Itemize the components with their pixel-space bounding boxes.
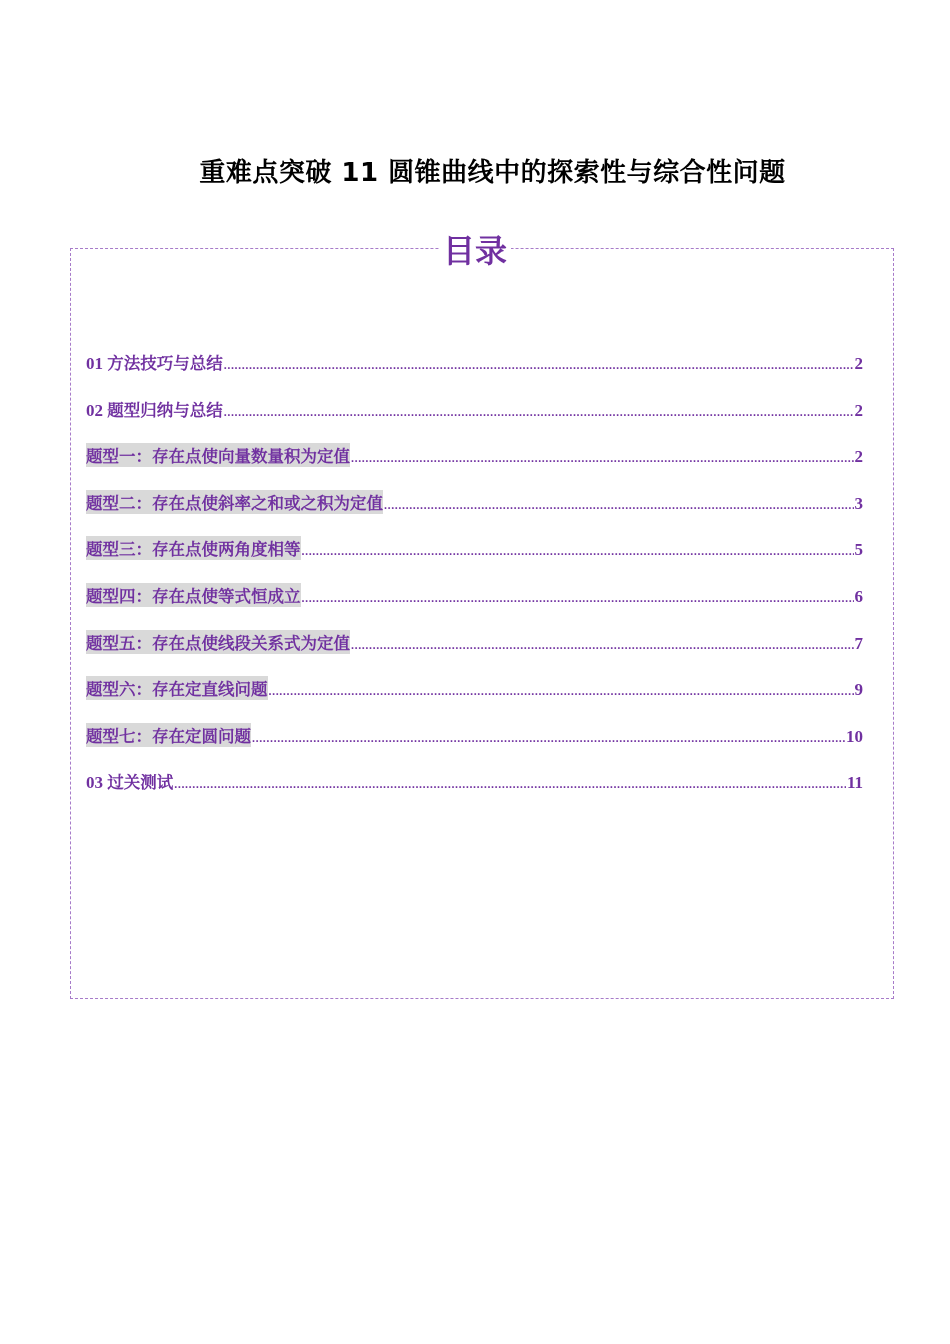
toc-page-number: 6 bbox=[854, 586, 863, 606]
toc-entry-label: 题型五：存在点使线段关系式为定值 bbox=[86, 630, 350, 654]
toc-page-number: 10 bbox=[846, 726, 863, 746]
toc-leader-dots bbox=[351, 639, 854, 651]
toc-entry-tests[interactable] bbox=[86, 769, 863, 816]
toc-entry-text: 题型归纳与总结 bbox=[107, 400, 223, 420]
toc-entry-number: 03 bbox=[86, 773, 108, 793]
toc-entry-label: 题型一：存在点使向量数量积为定值 bbox=[86, 443, 350, 467]
toc-entry-label: 题型二：存在点使斜率之和或之积为定值 bbox=[86, 490, 383, 514]
toc-page-number: 2 bbox=[854, 400, 863, 420]
toc-leader-dots bbox=[224, 359, 854, 371]
toc-page-number: 3 bbox=[854, 493, 863, 513]
toc-entry-types-summary[interactable] bbox=[86, 397, 863, 444]
toc-page-number: 7 bbox=[854, 633, 863, 653]
toc-entry-number: 01 bbox=[86, 354, 108, 373]
toc-leader-dots bbox=[302, 592, 854, 604]
toc-page-number: 5 bbox=[854, 540, 863, 560]
toc-entry-label: 题型四：存在点使等式恒成立 bbox=[86, 583, 301, 607]
toc-entry-type-5[interactable] bbox=[86, 630, 863, 677]
toc-page-number: 9 bbox=[854, 680, 863, 700]
toc-page-number: 11 bbox=[846, 773, 863, 793]
toc-leader-dots bbox=[302, 545, 854, 557]
toc-page-number: 2 bbox=[854, 354, 863, 373]
toc-entry-label bbox=[86, 397, 223, 421]
toc-leader-dots bbox=[252, 732, 845, 744]
toc-page-number: 2 bbox=[854, 447, 863, 467]
toc-leader-dots bbox=[269, 685, 854, 697]
toc-entry-label: 题型七：存在定圆问题 bbox=[86, 723, 251, 747]
toc-entry-label: 题型六：存在定直线问题 bbox=[86, 676, 268, 700]
toc-leader-dots bbox=[384, 499, 854, 511]
toc-leader-dots bbox=[351, 452, 854, 464]
toc-entry-type-4[interactable] bbox=[86, 583, 863, 630]
toc-entry-label bbox=[86, 350, 223, 374]
toc-entry-label: 题型三：存在点使两角度相等 bbox=[86, 536, 301, 560]
page-title: 重难点突破 11 圆锥曲线中的探索性与综合性问题 bbox=[199, 158, 786, 188]
toc-entry-type-7[interactable] bbox=[86, 723, 863, 770]
toc-entry-type-6[interactable] bbox=[86, 676, 863, 723]
toc-entry-type-2[interactable] bbox=[86, 490, 863, 537]
toc-entry-text: 过关测试 bbox=[107, 773, 174, 793]
toc-leader-dots bbox=[224, 406, 854, 418]
toc-leader-dots bbox=[174, 778, 846, 790]
toc-list bbox=[86, 350, 863, 816]
toc-entry-methods[interactable] bbox=[86, 350, 863, 397]
toc-entry-type-1[interactable] bbox=[86, 443, 863, 490]
toc-entry-label bbox=[86, 769, 173, 793]
toc-entry-text: 方法技巧与总结 bbox=[107, 354, 223, 373]
toc-entry-type-3[interactable] bbox=[86, 536, 863, 583]
toc-entry-number: 02 bbox=[86, 400, 108, 420]
toc-heading: 目录 bbox=[439, 228, 511, 274]
